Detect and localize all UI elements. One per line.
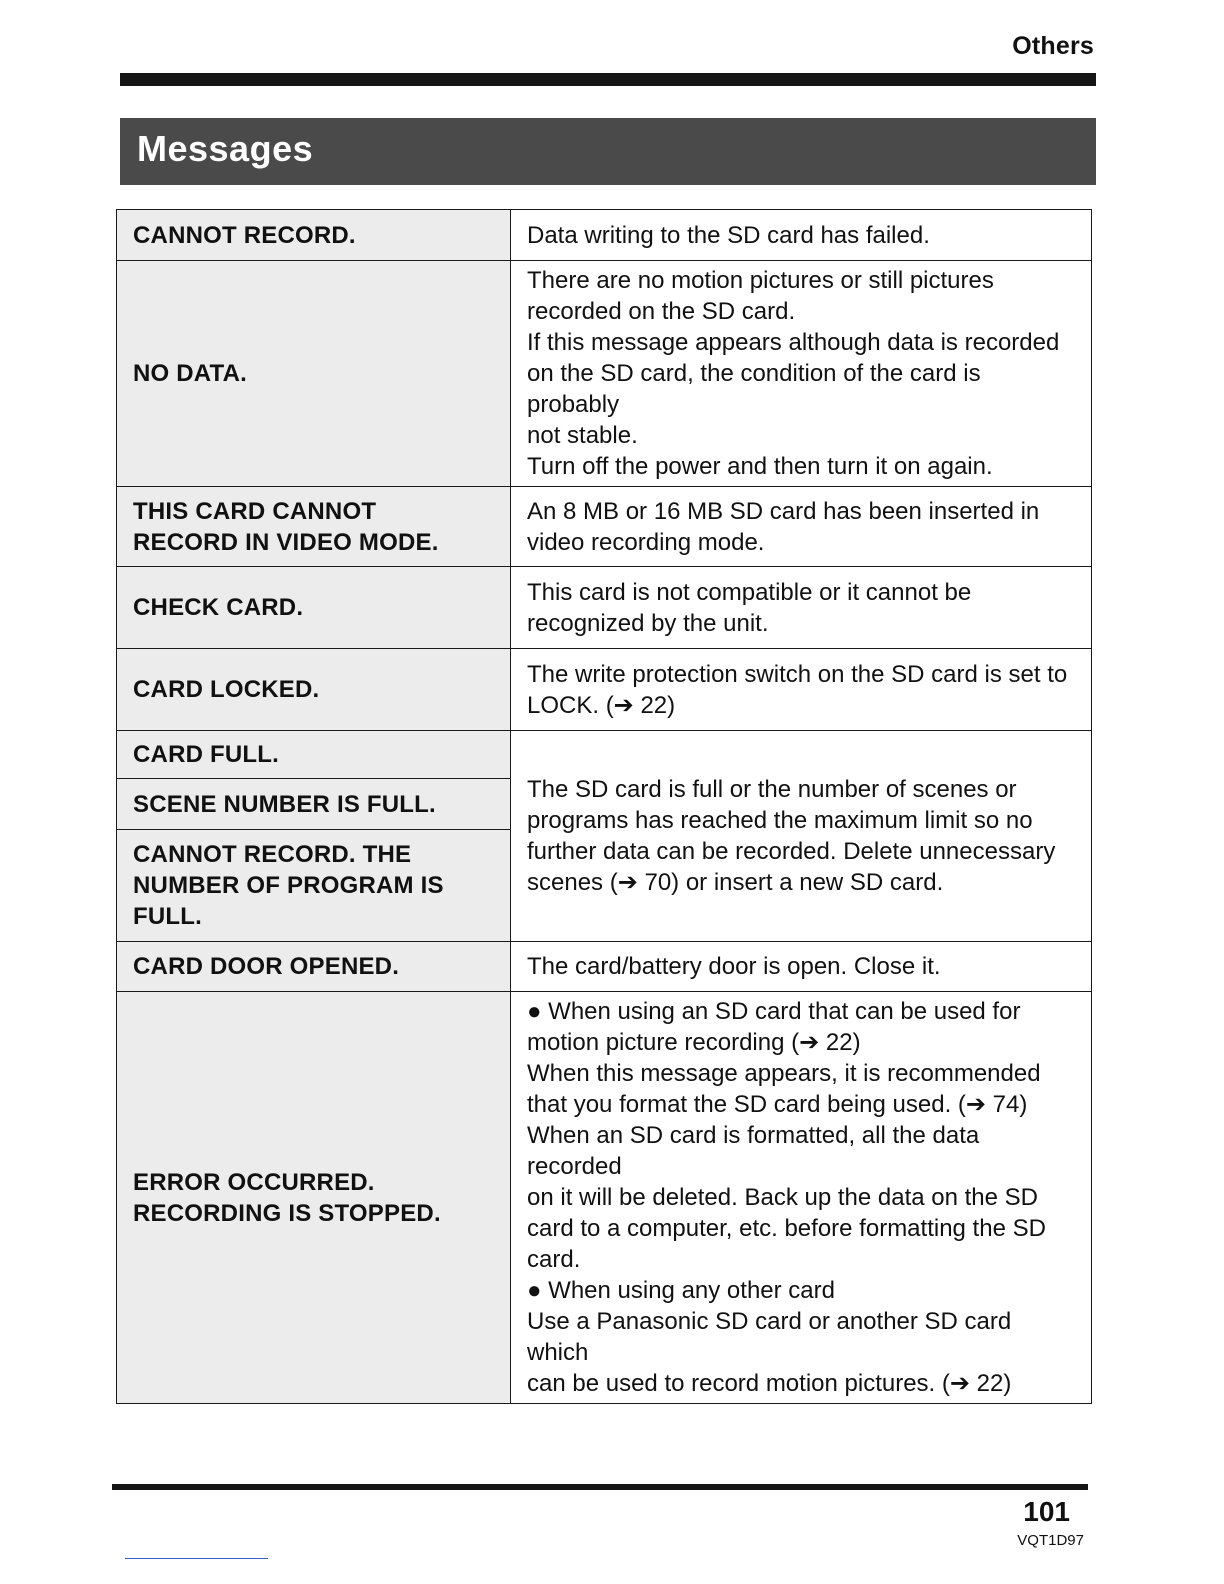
table-row	[117, 567, 1092, 649]
message-code: CARD DOOR OPENED.	[117, 942, 511, 992]
message-code: NO DATA.	[117, 261, 511, 487]
document-code: VQT1D97	[1017, 1532, 1084, 1549]
table-row	[117, 210, 1092, 261]
footer-underline	[125, 1558, 268, 1559]
message-description: The card/battery door is open. Close it.	[511, 942, 1092, 992]
table-row	[117, 649, 1092, 731]
table-row	[117, 261, 1092, 487]
table-row	[117, 942, 1092, 992]
messages-table	[116, 209, 1092, 1404]
message-description: The write protection switch on the SD card is set to LOCK. (➔ 22)	[511, 649, 1092, 731]
section-label: Others	[1012, 32, 1094, 60]
top-rule	[120, 73, 1096, 86]
message-description: The SD card is full or the number of scenes or programs has reached the maximum limit so no further data can be recorded. Delete unnecessary scenes (➔ 70) or insert a new SD card.	[511, 731, 1092, 942]
message-description: An 8 MB or 16 MB SD card has been inserted in video recording mode.	[511, 487, 1092, 567]
message-code: SCENE NUMBER IS FULL.	[117, 779, 511, 830]
message-description: There are no motion pictures or still pictures recorded on the SD card. If this message appears although data is recorded on the SD card, the condition of the card is probably not stable. Turn off the power and then turn it on again.	[511, 261, 1092, 487]
message-description: Data writing to the SD card has failed.	[511, 210, 1092, 261]
message-code: CANNOT RECORD. THE NUMBER OF PROGRAM IS FULL.	[117, 830, 511, 942]
message-code: CHECK CARD.	[117, 567, 511, 649]
page-title: Messages	[120, 118, 1096, 185]
message-code: THIS CARD CANNOT RECORD IN VIDEO MODE.	[117, 487, 511, 567]
message-description: ● When using an SD card that can be used for motion picture recording (➔ 22) When this message appears, it is recommended that you format the SD card being used. (➔ 74) When an SD card is formatted, all the data recorded on it will be deleted. Back up the data on the SD card to a computer, etc. before formatting the SD card. ● When using any other card Use a Panasonic SD card or another SD card which can be used to record motion pictures. (➔ 22)	[511, 992, 1092, 1404]
message-code: CANNOT RECORD.	[117, 210, 511, 261]
message-description: This card is not compatible or it cannot be recognized by the unit.	[511, 567, 1092, 649]
message-code: CARD LOCKED.	[117, 649, 511, 731]
table-row	[117, 487, 1092, 567]
table-row	[117, 992, 1092, 1404]
message-code: CARD FULL.	[117, 731, 511, 779]
page-number: 101	[1023, 1496, 1070, 1527]
message-code: ERROR OCCURRED. RECORDING IS STOPPED.	[117, 992, 511, 1404]
table-row	[117, 731, 1092, 779]
bottom-rule	[112, 1484, 1088, 1490]
